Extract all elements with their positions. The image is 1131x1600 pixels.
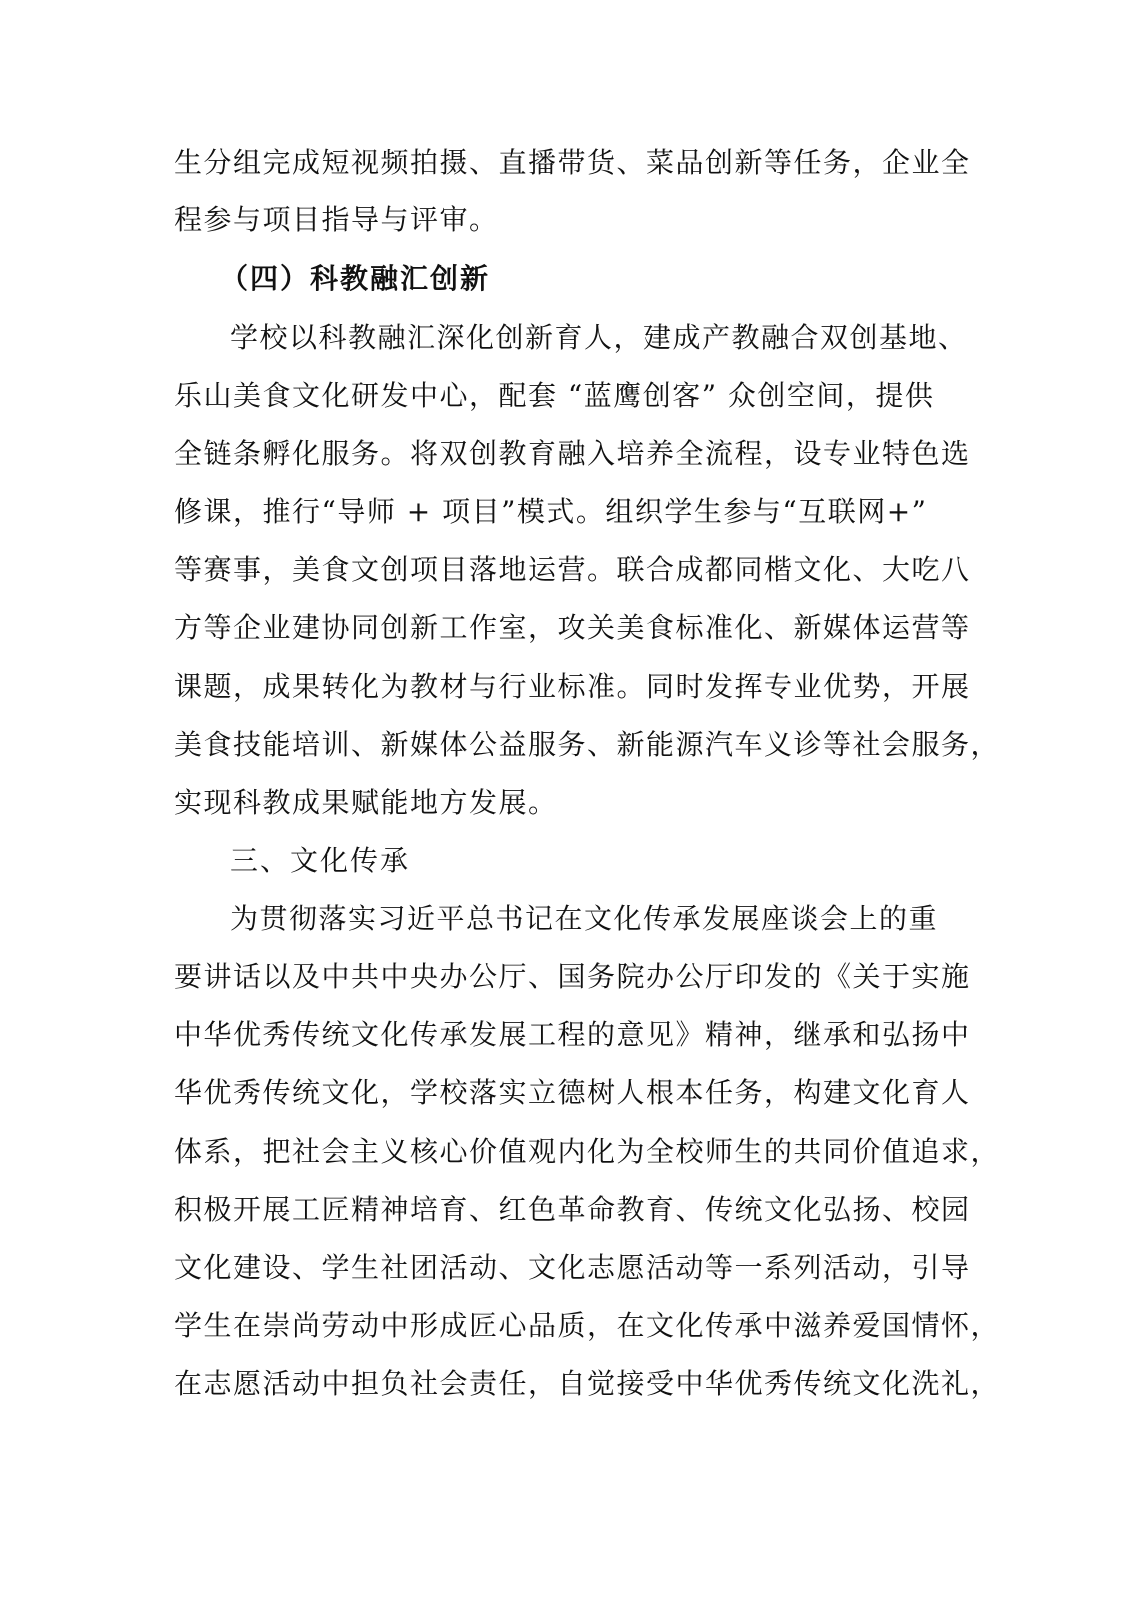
paragraph-line: 程参与项目指导与评审。	[174, 203, 499, 236]
paragraph-line: 积极开展工匠精神培育、红色革命教育、传统文化弘扬、校园	[174, 1193, 971, 1226]
paragraph-line: 学校以科教融汇深化创新育人，建成产教融合双创基地、	[230, 321, 968, 354]
paragraph-line: 学生在崇尚劳动中形成匠心品质，在文化传承中滋养爱国情怀，	[174, 1309, 1001, 1342]
paragraph-line: 等赛事，美食文创项目落地运营。联合成都同楷文化、大吃八	[174, 553, 971, 586]
paragraph-line: 全链条孵化服务。将双创教育融入培养全流程，设专业特色选	[174, 437, 971, 470]
paragraph-line: 体系，把社会主义核心价值观内化为全校师生的共同价值追求，	[174, 1135, 1001, 1168]
section-heading-3: 三、文化传承	[230, 844, 411, 877]
paragraph-line: 修课，推行“导师 + 项目”模式。组织学生参与“互联网+”	[174, 495, 928, 528]
section-heading-4: （四）科教融汇创新	[220, 262, 491, 295]
paragraph-line: 生分组完成短视频拍摄、直播带货、菜品创新等任务，企业全	[174, 146, 971, 179]
paragraph-line: 方等企业建协同创新工作室，攻关美食标准化、新媒体运营等	[174, 611, 971, 644]
paragraph-line: 课题，成果转化为教材与行业标准。同时发挥专业优势，开展	[174, 670, 971, 703]
paragraph-line: 实现科教成果赋能地方发展。	[174, 786, 558, 819]
paragraph-line: 要讲话以及中共中央办公厅、国务院办公厅印发的《关于实施	[174, 960, 971, 993]
paragraph-line: 美食技能培训、新媒体公益服务、新能源汽车义诊等社会服务，	[174, 728, 1001, 761]
paragraph-line: 中华优秀传统文化传承发展工程的意见》精神，继承和弘扬中	[174, 1018, 971, 1051]
paragraph-line: 为贯彻落实习近平总书记在文化传承发展座谈会上的重	[230, 902, 939, 935]
paragraph-line: 乐山美食文化研发中心，配套 “蓝鹰创客” 众创空间，提供	[174, 379, 935, 412]
paragraph-line: 华优秀传统文化，学校落实立德树人根本任务，构建文化育人	[174, 1076, 971, 1109]
paragraph-line: 在志愿活动中担负社会责任，自觉接受中华优秀传统文化洗礼，	[174, 1367, 1001, 1400]
paragraph-line: 文化建设、学生社团活动、文化志愿活动等一系列活动，引导	[174, 1251, 971, 1284]
